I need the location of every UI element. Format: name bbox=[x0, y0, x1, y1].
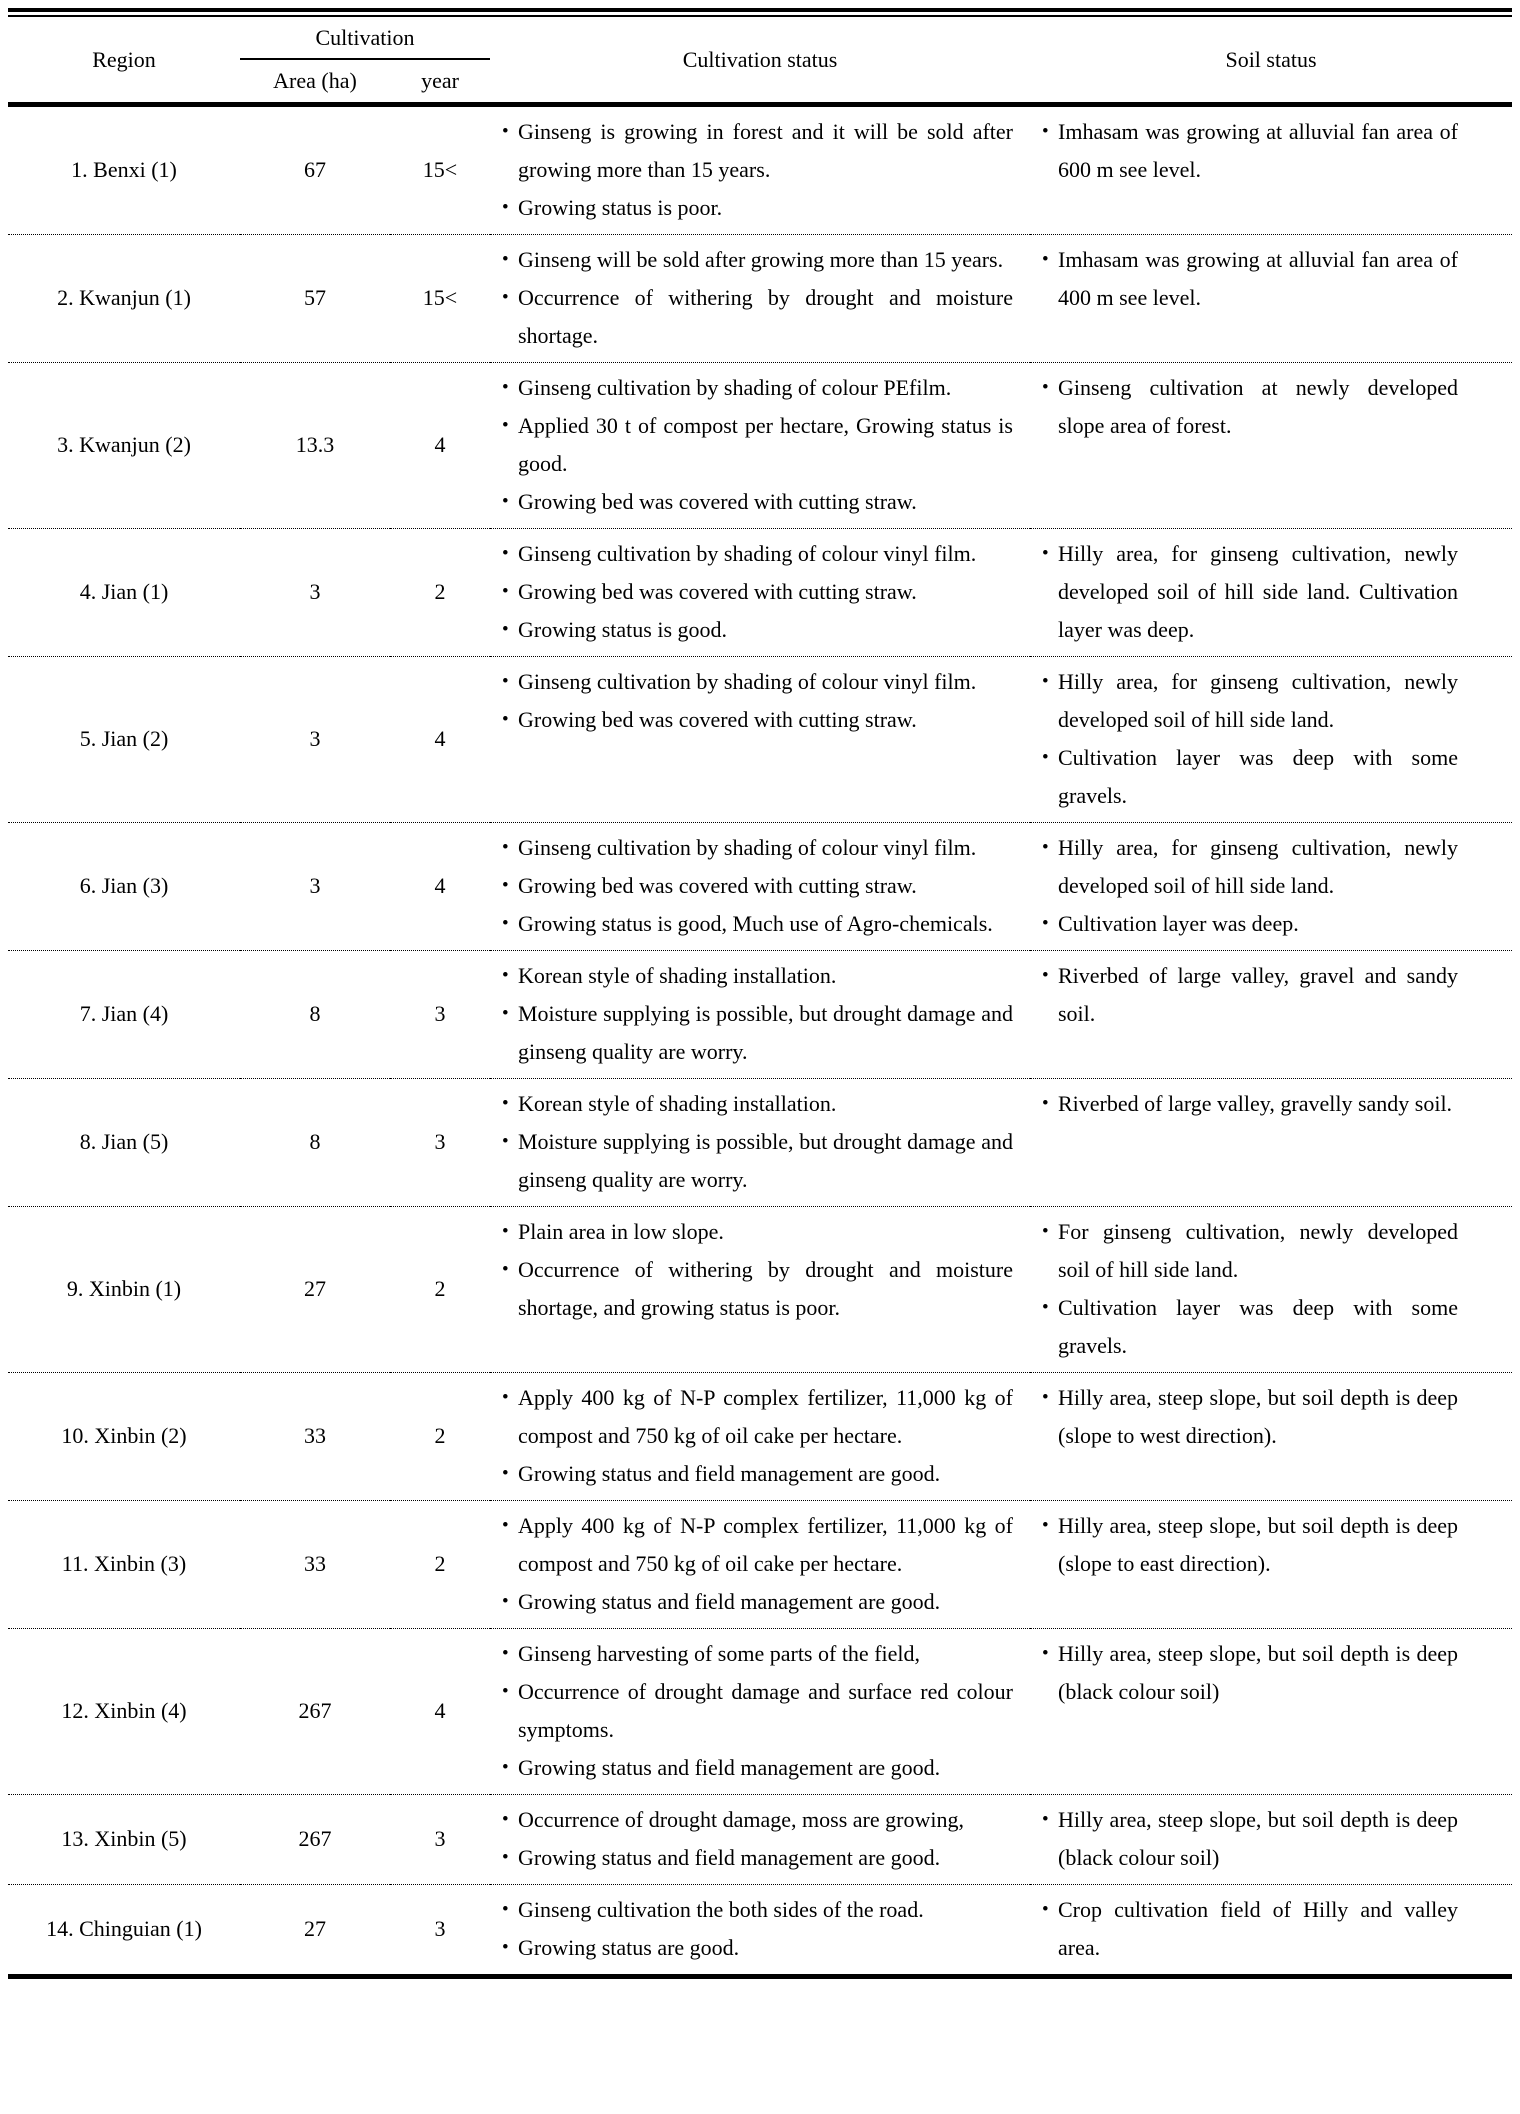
bullet-item bbox=[502, 1213, 1013, 1251]
bullet-item bbox=[502, 701, 1013, 739]
bullet-item bbox=[1042, 535, 1458, 649]
region-cell: 4. Jian (1) bbox=[8, 529, 240, 657]
bullet-icon: • bbox=[502, 1591, 509, 1612]
area-cell: 3 bbox=[240, 529, 390, 657]
bullet-icon: • bbox=[1042, 671, 1049, 692]
bullet-item bbox=[502, 1123, 1013, 1199]
bullet-text: Growing status is good. bbox=[518, 617, 727, 642]
bullet-text: Growing status is poor. bbox=[518, 195, 723, 220]
cultivation-status-cell bbox=[490, 235, 1030, 363]
bullet-text: Riverbed of large valley, gravelly sandy soil. bbox=[1058, 1091, 1453, 1116]
bullet-text: Growing status is good, Much use of Agro-chemicals. bbox=[518, 911, 993, 936]
soil-status-cell bbox=[1030, 235, 1512, 363]
bullet-item bbox=[1042, 1801, 1458, 1877]
soil-status-cell bbox=[1030, 1207, 1512, 1373]
bullet-item bbox=[502, 995, 1013, 1071]
region-cell: 13. Xinbin (5) bbox=[8, 1795, 240, 1885]
table-row bbox=[8, 657, 1512, 823]
region-cell: 6. Jian (3) bbox=[8, 823, 240, 951]
bullet-icon: • bbox=[502, 1809, 509, 1830]
bullet-icon: • bbox=[502, 1757, 509, 1778]
table-row bbox=[8, 1079, 1512, 1207]
cultivation-status-cell bbox=[490, 657, 1030, 823]
soil-status-cell bbox=[1030, 105, 1512, 235]
bullet-icon: • bbox=[502, 619, 509, 640]
area-cell: 8 bbox=[240, 1079, 390, 1207]
bullet-text: Riverbed of large valley, gravel and sandy soil. bbox=[1058, 963, 1458, 1026]
table-row bbox=[8, 1373, 1512, 1501]
bullet-item bbox=[1042, 1891, 1458, 1967]
bullet-item bbox=[502, 407, 1013, 483]
bullet-icon: • bbox=[1042, 1809, 1049, 1830]
region-cell: 1. Benxi (1) bbox=[8, 105, 240, 235]
bullet-text: Imhasam was growing at alluvial fan area of 600 m see level. bbox=[1058, 119, 1458, 182]
year-cell: 4 bbox=[390, 657, 490, 823]
region-cell: 11. Xinbin (3) bbox=[8, 1501, 240, 1629]
bullet-icon: • bbox=[1042, 837, 1049, 858]
year-cell: 3 bbox=[390, 1079, 490, 1207]
cultivation-status-cell bbox=[490, 951, 1030, 1079]
bullet-text: Ginseng is growing in forest and it will be sold after growing more than 15 years. bbox=[518, 119, 1013, 182]
bullet-item bbox=[1042, 1085, 1458, 1123]
header-soil-status: Soil status bbox=[1030, 17, 1512, 105]
table-row bbox=[8, 1795, 1512, 1885]
table-header bbox=[8, 17, 1512, 105]
soil-status-cell bbox=[1030, 363, 1512, 529]
area-cell: 57 bbox=[240, 235, 390, 363]
cultivation-status-cell bbox=[490, 823, 1030, 951]
bullet-text: Growing bed was covered with cutting straw. bbox=[518, 489, 917, 514]
bullet-item bbox=[1042, 829, 1458, 905]
bullet-item bbox=[1042, 113, 1458, 189]
bullet-item bbox=[502, 1635, 1013, 1673]
bullet-text: Moisture supplying is possible, but drought damage and ginseng quality are worry. bbox=[518, 1001, 1013, 1064]
bullet-text: Hilly area, for ginseng cultivation, newly developed soil of hill side land. Cultivation layer was deep. bbox=[1058, 541, 1458, 642]
bullet-item bbox=[502, 905, 1013, 943]
bullet-text: Cultivation layer was deep with some gravels. bbox=[1058, 1295, 1458, 1358]
header-area: Area (ha) bbox=[240, 59, 390, 105]
bullet-text: Hilly area, for ginseng cultivation, newly developed soil of hill side land. bbox=[1058, 669, 1458, 732]
area-cell: 267 bbox=[240, 1629, 390, 1795]
bullet-item bbox=[502, 1379, 1013, 1455]
bullet-icon: • bbox=[502, 1259, 509, 1280]
bullet-icon: • bbox=[502, 287, 509, 308]
bullet-icon: • bbox=[502, 837, 509, 858]
bullet-item bbox=[502, 663, 1013, 701]
year-cell: 15< bbox=[390, 235, 490, 363]
bullet-item bbox=[1042, 905, 1458, 943]
ginseng-survey-table bbox=[8, 17, 1512, 1974]
year-cell: 3 bbox=[390, 1795, 490, 1885]
bullet-text: Growing status and field management are good. bbox=[518, 1845, 941, 1870]
bullet-icon: • bbox=[1042, 543, 1049, 564]
header-year: year bbox=[390, 59, 490, 105]
bullet-text: Ginseng cultivation by shading of colour vinyl film. bbox=[518, 541, 977, 566]
bullet-item bbox=[502, 279, 1013, 355]
bullet-item bbox=[502, 573, 1013, 611]
bullet-item bbox=[502, 611, 1013, 649]
region-cell: 12. Xinbin (4) bbox=[8, 1629, 240, 1795]
bullet-item bbox=[1042, 957, 1458, 1033]
bullet-icon: • bbox=[502, 1643, 509, 1664]
bullet-item bbox=[502, 1251, 1013, 1327]
region-cell: 2. Kwanjun (1) bbox=[8, 235, 240, 363]
bullet-icon: • bbox=[502, 1937, 509, 1958]
table-row bbox=[8, 105, 1512, 235]
bullet-text: Growing status and field management are good. bbox=[518, 1461, 941, 1486]
bullet-icon: • bbox=[1042, 1387, 1049, 1408]
soil-status-cell bbox=[1030, 529, 1512, 657]
year-cell: 3 bbox=[390, 951, 490, 1079]
bullet-text: Imhasam was growing at alluvial fan area of 400 m see level. bbox=[1058, 247, 1458, 310]
year-cell: 2 bbox=[390, 1207, 490, 1373]
bullet-item bbox=[1042, 663, 1458, 739]
year-cell: 4 bbox=[390, 823, 490, 951]
year-cell: 2 bbox=[390, 529, 490, 657]
bullet-text: Moisture supplying is possible, but drought damage and ginseng quality are worry. bbox=[518, 1129, 1013, 1192]
soil-status-cell bbox=[1030, 823, 1512, 951]
year-cell: 15< bbox=[390, 105, 490, 235]
bullet-item bbox=[1042, 241, 1458, 317]
bullet-item bbox=[502, 535, 1013, 573]
bullet-item bbox=[502, 1801, 1013, 1839]
bullet-icon: • bbox=[1042, 121, 1049, 142]
soil-status-cell bbox=[1030, 1373, 1512, 1501]
cultivation-status-cell bbox=[490, 1207, 1030, 1373]
bullet-text: Korean style of shading installation. bbox=[518, 1091, 837, 1116]
year-cell: 4 bbox=[390, 1629, 490, 1795]
bullet-item bbox=[1042, 1379, 1458, 1455]
cultivation-status-cell bbox=[490, 363, 1030, 529]
bullet-icon: • bbox=[502, 1387, 509, 1408]
bullet-icon: • bbox=[502, 415, 509, 436]
area-cell: 267 bbox=[240, 1795, 390, 1885]
bullet-icon: • bbox=[502, 965, 509, 986]
table-row bbox=[8, 1629, 1512, 1795]
bullet-icon: • bbox=[502, 543, 509, 564]
bullet-item bbox=[502, 1507, 1013, 1583]
bullet-item bbox=[502, 113, 1013, 189]
bullet-icon: • bbox=[502, 491, 509, 512]
bullet-icon: • bbox=[1042, 1297, 1049, 1318]
area-cell: 13.3 bbox=[240, 363, 390, 529]
bullet-icon: • bbox=[502, 581, 509, 602]
table-row bbox=[8, 1885, 1512, 1975]
bullet-text: Applied 30 t of compost per hectare, Growing status is good. bbox=[518, 413, 1013, 476]
bullet-item bbox=[502, 369, 1013, 407]
bullet-text: Hilly area, steep slope, but soil depth is deep (black colour soil) bbox=[1058, 1641, 1458, 1704]
bullet-item bbox=[502, 189, 1013, 227]
bullet-text: Occurrence of drought damage, moss are growing, bbox=[518, 1807, 964, 1832]
soil-status-cell bbox=[1030, 1795, 1512, 1885]
area-cell: 33 bbox=[240, 1373, 390, 1501]
bullet-text: Ginseng cultivation by shading of colour vinyl film. bbox=[518, 669, 977, 694]
bullet-item bbox=[502, 1891, 1013, 1929]
cultivation-status-cell bbox=[490, 1501, 1030, 1629]
bullet-icon: • bbox=[1042, 1643, 1049, 1664]
soil-status-cell bbox=[1030, 657, 1512, 823]
bullet-icon: • bbox=[1042, 1221, 1049, 1242]
bullet-text: Hilly area, steep slope, but soil depth is deep (slope to west direction). bbox=[1058, 1385, 1458, 1448]
bullet-item bbox=[502, 1085, 1013, 1123]
bullet-item bbox=[502, 1583, 1013, 1621]
bullet-icon: • bbox=[1042, 965, 1049, 986]
year-cell: 3 bbox=[434, 1916, 446, 1941]
bullet-text: Occurrence of withering by drought and moisture shortage, and growing status is poor. bbox=[518, 1257, 1013, 1320]
bullet-icon: • bbox=[502, 1221, 509, 1242]
table-body bbox=[8, 105, 1512, 1975]
bullet-item bbox=[502, 241, 1013, 279]
table-row bbox=[8, 529, 1512, 657]
table-row bbox=[8, 363, 1512, 529]
bullet-icon: • bbox=[502, 671, 509, 692]
bullet-icon: • bbox=[502, 1093, 509, 1114]
bullet-icon: • bbox=[1042, 377, 1049, 398]
bullet-item bbox=[502, 483, 1013, 521]
cultivation-status-cell bbox=[490, 105, 1030, 235]
table-row bbox=[8, 235, 1512, 363]
bullet-icon: • bbox=[502, 377, 509, 398]
area-cell: 67 bbox=[240, 105, 390, 235]
bullet-icon: • bbox=[502, 121, 509, 142]
bullet-text: Hilly area, steep slope, but soil depth is deep (slope to east direction). bbox=[1058, 1513, 1458, 1576]
table-row bbox=[8, 951, 1512, 1079]
bullet-item bbox=[502, 1749, 1013, 1787]
bullet-text: Apply 400 kg of N-P complex fertilizer, 11,000 kg of compost and 750 kg of oil cake per hectare. bbox=[518, 1385, 1013, 1448]
table-row bbox=[8, 1207, 1512, 1373]
bullet-text: Apply 400 kg of N-P complex fertilizer, 11,000 kg of compost and 750 kg of oil cake per hectare. bbox=[518, 1513, 1013, 1576]
soil-status-cell bbox=[1030, 1501, 1512, 1629]
bullet-text: Ginseng cultivation at newly developed slope area of forest. bbox=[1058, 375, 1458, 438]
bullet-text: Ginseng cultivation the both sides of the road. bbox=[518, 1897, 924, 1922]
area-cell: 3 bbox=[240, 657, 390, 823]
region-cell: 3. Kwanjun (2) bbox=[8, 363, 240, 529]
soil-status-cell bbox=[1030, 1079, 1512, 1207]
cultivation-status-cell bbox=[490, 529, 1030, 657]
bullet-text: Ginseng will be sold after growing more than 15 years. bbox=[518, 247, 1004, 272]
bullet-item bbox=[502, 957, 1013, 995]
header-region: Region bbox=[8, 17, 240, 105]
year-cell: 2 bbox=[390, 1373, 490, 1501]
bullet-text: Occurrence of withering by drought and moisture shortage. bbox=[518, 285, 1013, 348]
soil-status-cell bbox=[1030, 1885, 1512, 1975]
bullet-text: Crop cultivation field of Hilly and valley area. bbox=[1058, 1897, 1458, 1960]
bullet-text: Hilly area, steep slope, but soil depth is deep (black colour soil) bbox=[1058, 1807, 1458, 1870]
cultivation-status-cell bbox=[490, 1885, 1030, 1975]
header-row-1 bbox=[8, 17, 1512, 59]
table-row bbox=[8, 1501, 1512, 1629]
bullet-text: Occurrence of drought damage and surface red colour symptoms. bbox=[518, 1679, 1013, 1742]
cultivation-status-cell bbox=[490, 1629, 1030, 1795]
bullet-text: Growing status and field management are good. bbox=[518, 1755, 941, 1780]
region-cell: 10. Xinbin (2) bbox=[8, 1373, 240, 1501]
bullet-item bbox=[1042, 739, 1458, 815]
region-cell: 5. Jian (2) bbox=[8, 657, 240, 823]
cultivation-status-cell bbox=[490, 1795, 1030, 1885]
bullet-icon: • bbox=[502, 875, 509, 896]
bullet-item bbox=[502, 1455, 1013, 1493]
bullet-icon: • bbox=[502, 1681, 509, 1702]
bullet-item bbox=[1042, 369, 1458, 445]
region-cell: 14. Chinguian (1) bbox=[46, 1916, 202, 1941]
bullet-icon: • bbox=[502, 1463, 509, 1484]
bullet-icon: • bbox=[502, 197, 509, 218]
bullet-text: Ginseng cultivation by shading of colour vinyl film. bbox=[518, 835, 977, 860]
header-cultivation-group: Cultivation bbox=[240, 17, 490, 59]
bullet-item bbox=[1042, 1289, 1458, 1365]
bullet-text: Growing bed was covered with cutting straw. bbox=[518, 579, 917, 604]
bullet-icon: • bbox=[502, 249, 509, 270]
area-cell: 3 bbox=[240, 823, 390, 951]
bullet-icon: • bbox=[1042, 1899, 1049, 1920]
bullet-text: Plain area in low slope. bbox=[518, 1219, 724, 1244]
bullet-icon: • bbox=[1042, 1515, 1049, 1536]
year-cell: 2 bbox=[390, 1501, 490, 1629]
bullet-text: Growing bed was covered with cutting straw. bbox=[518, 707, 917, 732]
year-cell: 4 bbox=[390, 363, 490, 529]
bullet-item bbox=[502, 867, 1013, 905]
cultivation-status-cell bbox=[490, 1373, 1030, 1501]
bullet-icon: • bbox=[502, 1003, 509, 1024]
bullet-item bbox=[502, 1673, 1013, 1749]
soil-status-cell bbox=[1030, 951, 1512, 1079]
soil-status-cell bbox=[1030, 1629, 1512, 1795]
bullet-icon: • bbox=[1042, 249, 1049, 270]
bullet-text: Cultivation layer was deep. bbox=[1058, 911, 1299, 936]
bullet-text: Ginseng harvesting of some parts of the field, bbox=[518, 1641, 921, 1666]
area-cell: 27 bbox=[304, 1916, 326, 1941]
bullet-text: Growing status are good. bbox=[518, 1935, 740, 1960]
bullet-icon: • bbox=[1042, 1093, 1049, 1114]
bullet-item bbox=[502, 1929, 1013, 1967]
area-cell: 8 bbox=[240, 951, 390, 1079]
bullet-icon: • bbox=[502, 1131, 509, 1152]
bullet-item bbox=[1042, 1635, 1458, 1711]
bullet-icon: • bbox=[1042, 747, 1049, 768]
bullet-icon: • bbox=[1042, 913, 1049, 934]
bullet-item bbox=[502, 829, 1013, 867]
bullet-text: Ginseng cultivation by shading of colour PEfilm. bbox=[518, 375, 952, 400]
region-cell: 8. Jian (5) bbox=[8, 1079, 240, 1207]
bullet-text: Korean style of shading installation. bbox=[518, 963, 837, 988]
bullet-icon: • bbox=[502, 1847, 509, 1868]
bottom-rule bbox=[8, 1974, 1512, 1979]
area-cell: 33 bbox=[240, 1501, 390, 1629]
bullet-icon: • bbox=[502, 709, 509, 730]
header-cultivation-status: Cultivation status bbox=[490, 17, 1030, 105]
area-cell: 27 bbox=[240, 1207, 390, 1373]
region-cell: 7. Jian (4) bbox=[8, 951, 240, 1079]
bullet-text: Cultivation layer was deep with some gravels. bbox=[1058, 745, 1458, 808]
region-cell: 9. Xinbin (1) bbox=[8, 1207, 240, 1373]
bullet-item bbox=[1042, 1213, 1458, 1289]
bullet-item bbox=[1042, 1507, 1458, 1583]
bullet-text: Hilly area, for ginseng cultivation, newly developed soil of hill side land. bbox=[1058, 835, 1458, 898]
bullet-icon: • bbox=[502, 913, 509, 934]
bullet-icon: • bbox=[502, 1899, 509, 1920]
bullet-item bbox=[502, 1839, 1013, 1877]
bullet-text: Growing bed was covered with cutting straw. bbox=[518, 873, 917, 898]
bullet-text: Growing status and field management are good. bbox=[518, 1589, 941, 1614]
bullet-text: For ginseng cultivation, newly developed soil of hill side land. bbox=[1058, 1219, 1458, 1282]
bullet-icon: • bbox=[502, 1515, 509, 1536]
cultivation-status-cell bbox=[490, 1079, 1030, 1207]
table-row bbox=[8, 823, 1512, 951]
